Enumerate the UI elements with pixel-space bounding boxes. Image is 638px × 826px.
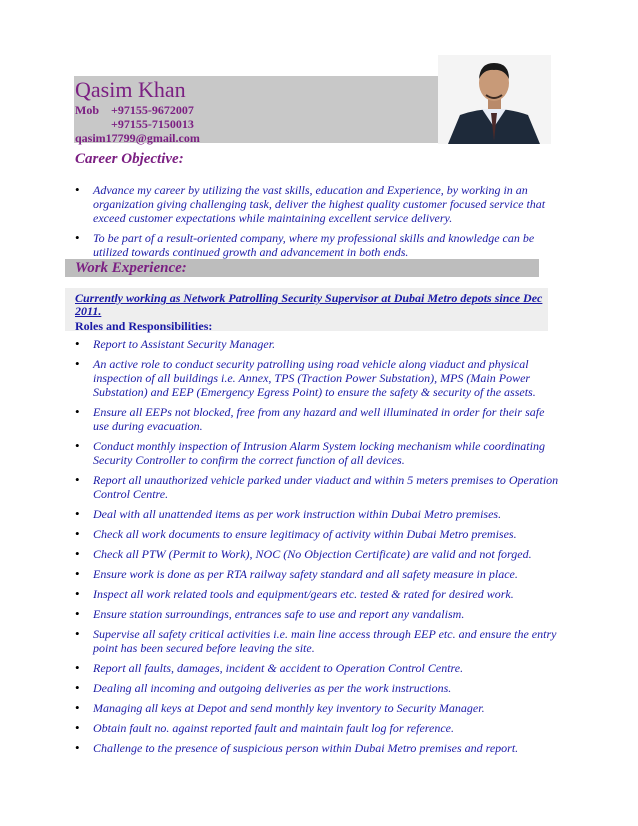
career-objective-list	[75, 183, 560, 265]
work-experience-title: Work Experience:	[75, 260, 187, 276]
roles-list	[75, 337, 560, 761]
list-item: • Supervise all safety critical activities i.e. main line access through EEP etc. and ensure the entry point has been secured before leaving the site.	[75, 627, 560, 655]
list-item: • Report all faults, damages, incident & accident to Operation Control Centre.	[75, 661, 560, 675]
list-item: • Check all work documents to ensure legitimacy of activity within Dubai Metro premises.	[75, 527, 560, 541]
career-objective-title: Career Objective:	[75, 151, 184, 167]
list-item: • Dealing all incoming and outgoing deliveries as per the work instructions.	[75, 681, 560, 695]
phone-number-1: +97155-9672007	[111, 103, 194, 117]
list-item: • An active role to conduct security patrolling using road vehicle along viaduct and physical inspection of all buildings i.e. Annex, TPS (Traction Power Substation), MPS (Main Power Substation) and EEP (Emergency Egress Point) to ensure the safety & security of the assets.	[75, 357, 560, 399]
email-address: qasim17799@gmail.com	[75, 131, 200, 145]
candidate-name: Qasim Khan	[75, 77, 186, 102]
phone-number-2: +97155-7150013	[111, 117, 194, 131]
list-item: • Managing all keys at Depot and send monthly key inventory to Security Manager.	[75, 701, 560, 715]
phone-label: Mob	[75, 103, 99, 117]
phone-line-1	[75, 103, 194, 118]
job-title: Currently working as Network Patrolling Security Supervisor at Dubai Metro depots since Dec 2011.	[75, 291, 543, 318]
list-item: • Inspect all work related tools and equipment/gears etc. tested & rated for desired work.	[75, 587, 560, 601]
list-item: • Ensure station surroundings, entrances safe to use and report any vandalism.	[75, 607, 560, 621]
list-item: • Advance my career by utilizing the vast skills, education and Experience, by working in an organization giving challenging task, deliver the highest quality customer focused service that exceed customer expectations while maintaining excellent service delivery.	[75, 183, 560, 225]
list-item: • Conduct monthly inspection of Intrusion Alarm System locking mechanism while coordinating Security Controller to confirm the correct function of all devices.	[75, 439, 560, 467]
list-item: • Check all PTW (Permit to Work), NOC (No Objection Certificate) are valid and not forged.	[75, 547, 560, 561]
roles-title: Roles and Responsibilities:	[75, 319, 213, 333]
list-item: • Ensure all EEPs not blocked, free from any hazard and well illuminated in order for their safe use during evacuation.	[75, 405, 560, 433]
list-item: • Report all unauthorized vehicle parked under viaduct and within 5 meters premises to Operation Control Centre.	[75, 473, 560, 501]
list-item: • Obtain fault no. against reported fault and maintain fault log for reference.	[75, 721, 560, 735]
profile-photo-icon	[438, 55, 551, 144]
list-item: • Deal with all unattended items as per work instruction within Dubai Metro premises.	[75, 507, 560, 521]
list-item: • To be part of a result-oriented company, where my professional skills and knowledge can be utilized towards continued growth and advancement in both ends.	[75, 231, 560, 259]
list-item: • Report to Assistant Security Manager.	[75, 337, 560, 351]
list-item: • Challenge to the presence of suspicious person within Dubai Metro premises and report.	[75, 741, 560, 755]
profile-photo	[438, 55, 551, 144]
list-item: • Ensure work is done as per RTA railway safety standard and all safety measure in place.	[75, 567, 560, 581]
